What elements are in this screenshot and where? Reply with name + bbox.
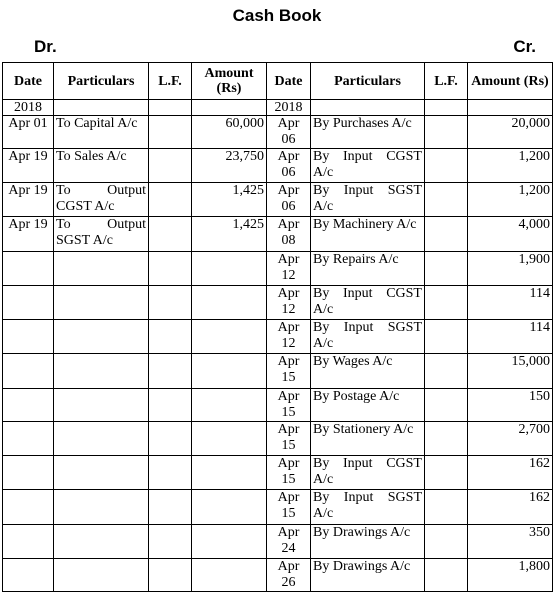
table-row [3,183,553,217]
table-row [3,320,553,354]
empty-cell [54,525,149,559]
empty-cell [149,354,192,389]
credit-amount: 20,000 [468,116,553,149]
credit-lf [425,456,468,490]
empty-cell [192,320,267,354]
credit-amount: 114 [468,286,553,320]
credit-lf [425,116,468,149]
empty-cell [3,559,54,592]
credit-particulars: By Input CGST A/c [311,149,425,183]
empty-cell [54,389,149,422]
header-credit-particulars: Particulars [311,63,425,100]
empty-cell [54,490,149,525]
empty-cell [54,286,149,320]
credit-amount: 1,200 [468,149,553,183]
debit-date: Apr 19 [3,183,54,217]
table-row [3,389,553,422]
credit-date: Apr 26 [267,559,311,592]
debit-particulars: To Output SGST A/c [54,217,149,252]
credit-amount: 15,000 [468,354,553,389]
credit-particulars: By Drawings A/c [311,559,425,592]
credit-particulars: By Input SGST A/c [311,490,425,525]
empty-cell [192,286,267,320]
credit-date: Apr 06 [267,149,311,183]
credit-date: Apr 15 [267,354,311,389]
debit-particulars: To Sales A/c [54,149,149,183]
header-credit-date: Date [267,63,311,100]
debit-particulars: To Capital A/c [54,116,149,149]
table-row [3,559,553,592]
header-credit-lf: L.F. [425,63,468,100]
credit-amount: 114 [468,320,553,354]
table-row [3,286,553,320]
empty-cell [3,354,54,389]
credit-date: Apr 12 [267,286,311,320]
header-amount: Amount (Rs) [192,63,267,100]
credit-amount: 1,200 [468,183,553,217]
credit-particulars: By Machinery A/c [311,217,425,252]
credit-amount: 162 [468,490,553,525]
table-row [3,422,553,456]
credit-lf [425,490,468,525]
table-row [3,116,553,149]
credit-date: Apr 12 [267,320,311,354]
empty-cell [3,252,54,286]
header-row [3,63,553,100]
credit-lf [425,320,468,354]
credit-lf [425,217,468,252]
empty-cell [149,389,192,422]
year-row [3,100,553,116]
credit-particulars: By Input CGST A/c [311,286,425,320]
credit-amount: 350 [468,525,553,559]
empty-cell [3,286,54,320]
table-row [3,456,553,490]
debit-particulars: To Output CGST A/c [54,183,149,217]
credit-amount: 4,000 [468,217,553,252]
credit-lf [425,149,468,183]
credit-amount: 2,700 [468,422,553,456]
table-row [3,525,553,559]
credit-particulars: By Wages A/c [311,354,425,389]
debit-amount: 60,000 [192,116,267,149]
credit-particulars: By Input CGST A/c [311,456,425,490]
credit-lf [425,389,468,422]
table-row [3,354,553,389]
empty-cell [192,354,267,389]
debit-amount: 1,425 [192,183,267,217]
empty-cell [192,525,267,559]
credit-lf [425,525,468,559]
header-particulars: Particulars [54,63,149,100]
debit-lf [149,149,192,183]
credit-lf [425,559,468,592]
empty-cell [149,559,192,592]
empty-cell [149,490,192,525]
header-date: Date [3,63,54,100]
debit-lf [149,217,192,252]
credit-date: Apr 12 [267,252,311,286]
header-lf: L.F. [149,63,192,100]
empty-cell [54,559,149,592]
credit-particulars: By Purchases A/c [311,116,425,149]
credit-lf [425,354,468,389]
empty-cell [3,490,54,525]
debit-side-label: Dr. [34,37,57,56]
debit-amount: 23,750 [192,149,267,183]
credit-amount: 1,800 [468,559,553,592]
empty-cell [149,456,192,490]
credit-amount: 150 [468,389,553,422]
empty-cell [149,320,192,354]
empty-cell [192,559,267,592]
table-row [3,149,553,183]
empty-cell [54,320,149,354]
credit-lf [425,286,468,320]
credit-date: Apr 15 [267,422,311,456]
cash-book-table [2,62,553,592]
empty-cell [149,286,192,320]
credit-particulars: By Stationery A/c [311,422,425,456]
credit-amount: 162 [468,456,553,490]
debit-lf [149,116,192,149]
credit-particulars: By Drawings A/c [311,525,425,559]
credit-particulars: By Input SGST A/c [311,320,425,354]
header-credit-amount: Amount (Rs) [468,63,553,100]
credit-lf [425,422,468,456]
table-row [3,252,553,286]
empty-cell [149,525,192,559]
debit-date: Apr 01 [3,116,54,149]
credit-date: Apr 15 [267,490,311,525]
empty-cell [192,422,267,456]
empty-cell [149,252,192,286]
debit-amount: 1,425 [192,217,267,252]
empty-cell [3,525,54,559]
empty-cell [192,252,267,286]
empty-cell [3,320,54,354]
credit-date: Apr 06 [267,183,311,217]
empty-cell [149,422,192,456]
credit-particulars: By Input SGST A/c [311,183,425,217]
empty-cell [192,456,267,490]
credit-date: Apr 06 [267,116,311,149]
credit-date: Apr 15 [267,456,311,490]
empty-cell [54,252,149,286]
credit-date: Apr 08 [267,217,311,252]
credit-date: Apr 15 [267,389,311,422]
table-row [3,217,553,252]
credit-lf [425,183,468,217]
credit-particulars: By Postage A/c [311,389,425,422]
debit-date: Apr 19 [3,149,54,183]
empty-cell [54,354,149,389]
debit-date: Apr 19 [3,217,54,252]
page-title: Cash Book [232,6,322,25]
empty-cell [54,422,149,456]
year-credit: 2018 [267,100,311,116]
empty-cell [192,389,267,422]
empty-cell [3,422,54,456]
credit-amount: 1,900 [468,252,553,286]
table-row [3,490,553,525]
credit-date: Apr 24 [267,525,311,559]
empty-cell [192,490,267,525]
credit-side-label: Cr. [513,37,536,56]
credit-particulars: By Repairs A/c [311,252,425,286]
year-debit: 2018 [3,100,54,116]
empty-cell [54,456,149,490]
debit-lf [149,183,192,217]
empty-cell [3,389,54,422]
empty-cell [3,456,54,490]
credit-lf [425,252,468,286]
